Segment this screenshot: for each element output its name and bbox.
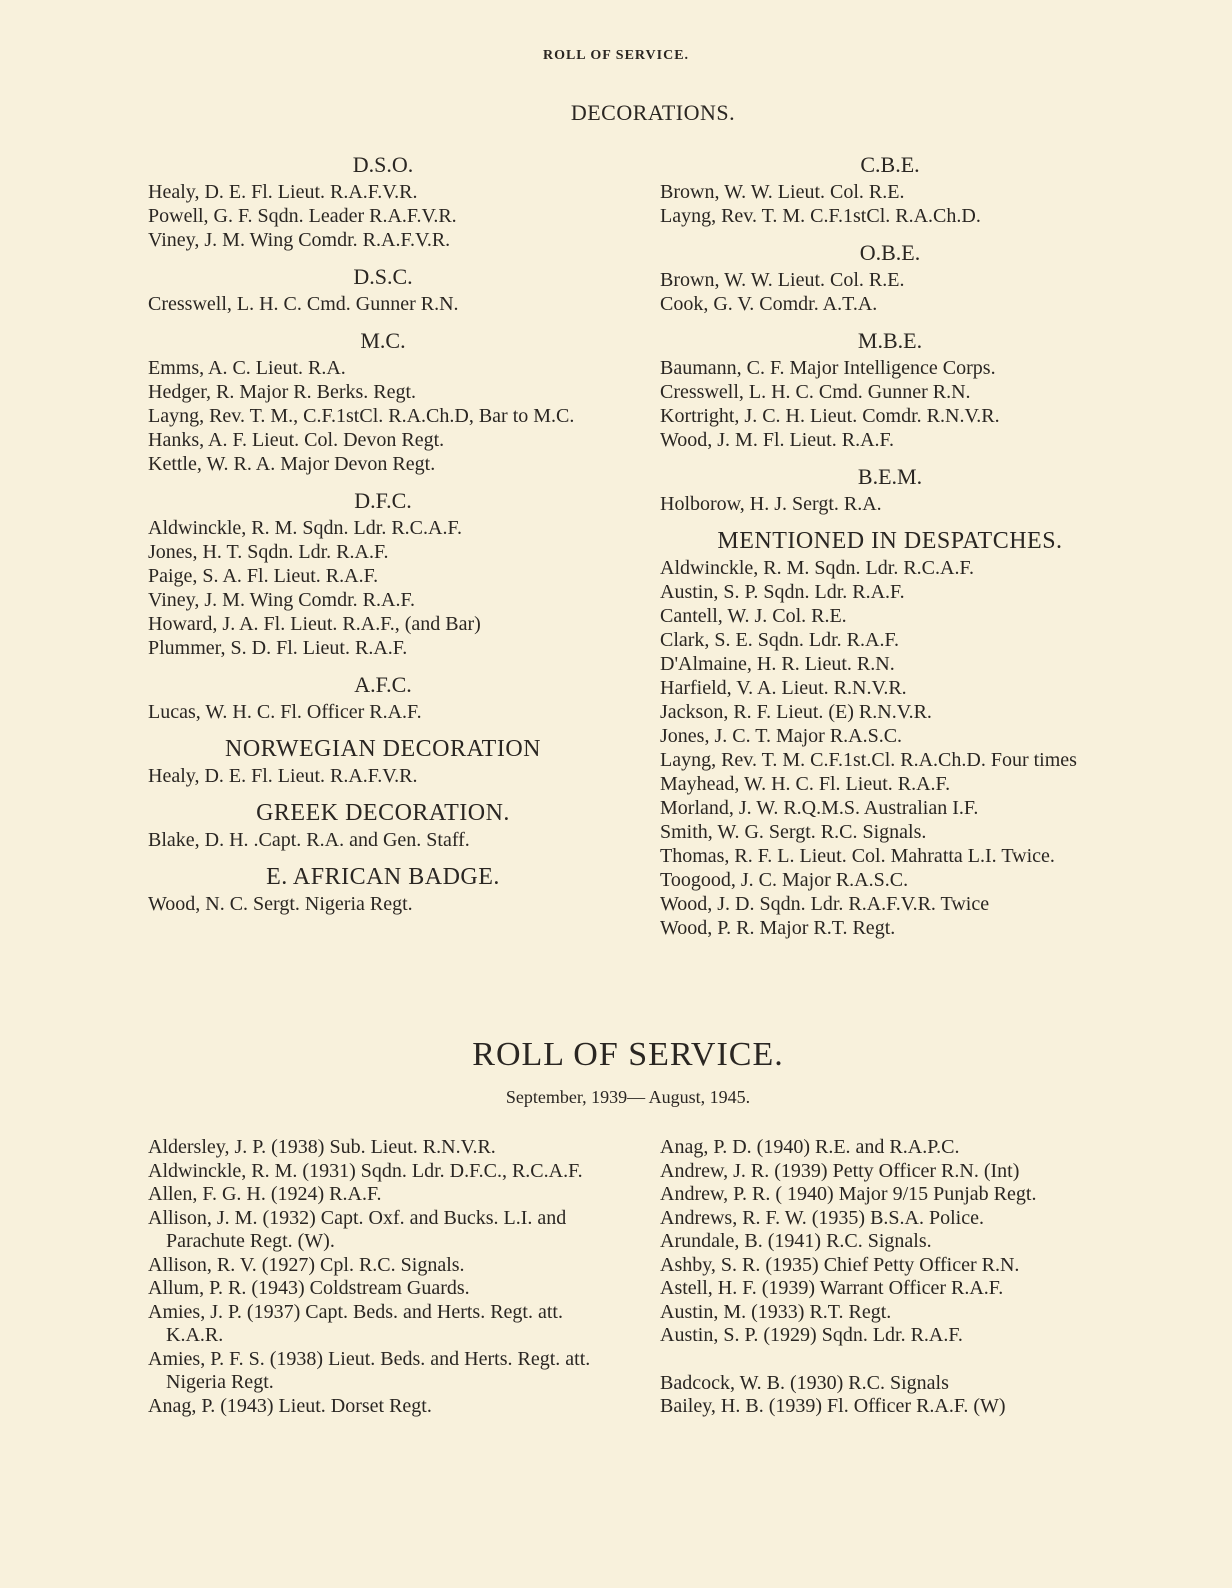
list-item: Austin, S. P. (1929) Sqdn. Ldr. R.A.F.: [660, 1324, 963, 1346]
section-heading: E. AFRICAN BADGE.: [266, 864, 500, 890]
list-item: Hedger, R. Major R. Berks. Regt.: [148, 381, 417, 403]
list-item: Aldwinckle, R. M. (1931) Sqdn. Ldr. D.F.C., R.C.A.F.: [148, 1159, 583, 1182]
section-entries: [660, 180, 1120, 228]
list-item: Jones, H. T. Sqdn. Ldr. R.A.F.: [148, 541, 389, 563]
list-item: Brown, W. W. Lieut. Col. R.E.: [660, 269, 905, 291]
list-item: Aldwinckle, R. M. Sqdn. Ldr. R.C.A.F.: [148, 517, 462, 539]
list-item: Holborow, H. J. Sergt. R.A.: [660, 493, 882, 515]
list-item: Amies, P. F. S. (1938) Lieut. Beds. and Herts. Regt. att. Nigeria Regt.: [148, 1347, 591, 1393]
section-heading: D.S.O.: [352, 152, 414, 177]
list-item: Wood, N. C. Sergt. Nigeria Regt.: [148, 893, 413, 915]
list-item: Allison, R. V. (1927) Cpl. R.C. Signals.: [148, 1253, 465, 1276]
list-item: Cantell, W. J. Col. R.E.: [660, 605, 847, 627]
list-item: Allen, F. G. H. (1924) R.A.F.: [148, 1183, 382, 1205]
list-item: Paige, S. A. Fl. Lieut. R.A.F.: [148, 565, 379, 587]
section-heading: GREEK DECORATION.: [256, 800, 510, 826]
list-item: Andrews, R. F. W. (1935) B.S.A. Police.: [660, 1206, 984, 1229]
list-item: Anag, P. D. (1940) R.E. and R.A.P.C.: [660, 1136, 960, 1158]
list-item: Jones, J. C. T. Major R.A.S.C.: [660, 725, 903, 747]
list-item: Kortright, J. C. H. Lieut. Comdr. R.N.V.R.: [660, 405, 1000, 427]
list-item: Emms, A. C. Lieut. R.A.: [148, 357, 346, 379]
section-heading: M.B.E.: [857, 328, 923, 353]
list-item: Mayhead, W. H. C. Fl. Lieut. R.A.F.: [660, 773, 951, 795]
list-item: Cook, G. V. Comdr. A.T.A.: [660, 293, 878, 315]
list-item: Bailey, H. B. (1939) Fl. Officer R.A.F. (W): [660, 1395, 1006, 1417]
list-item: Andrew, J. R. (1939) Petty Officer R.N. (Int): [660, 1159, 1020, 1182]
list-item: Wood, J. D. Sqdn. Ldr. R.A.F.V.R. Twice: [660, 893, 990, 915]
section-heading: B.E.M.: [857, 464, 923, 489]
running-head: ROLL OF SERVICE.: [542, 48, 690, 63]
list-item: Layng, Rev. T. M., C.F.1stCl. R.A.Ch.D, Bar to M.C.: [148, 405, 575, 427]
section-heading: D.F.C.: [354, 488, 412, 513]
list-item: Badcock, W. B. (1930) R.C. Signals: [660, 1371, 949, 1394]
list-item: Baumann, C. F. Major Intelligence Corps.: [660, 357, 996, 379]
section-heading: D.S.C.: [353, 264, 413, 289]
list-item: Healy, D. E. Fl. Lieut. R.A.F.V.R.: [148, 765, 418, 787]
list-item: Cresswell, L. H. C. Cmd. Gunner R.N.: [660, 381, 971, 403]
list-item: Howard, J. A. Fl. Lieut. R.A.F., (and Bar): [148, 613, 481, 635]
list-item: Thomas, R. F. L. Lieut. Col. Mahratta L.I. Twice.: [660, 845, 1055, 867]
list-item: Lucas, W. H. C. Fl. Officer R.A.F.: [148, 701, 422, 723]
section-heading: MENTIONED IN DESPATCHES.: [717, 528, 1063, 554]
roll-right-list-a: [660, 1136, 1120, 1348]
list-item: Clark, S. E. Sqdn. Ldr. R.A.F.: [660, 629, 899, 651]
decorations-title: DECORATIONS.: [570, 100, 736, 125]
list-item: Layng, Rev. T. M. C.F.1st.Cl. R.A.Ch.D. Four times: [660, 749, 1077, 771]
section-entries: [148, 764, 618, 788]
section-heading: A.F.C.: [354, 672, 412, 697]
roll-right-column: [660, 1136, 1120, 1419]
list-item: Healy, D. E. Fl. Lieut. R.A.F.V.R.: [148, 181, 418, 203]
section-entries: [660, 268, 1120, 316]
list-item: Powell, G. F. Sqdn. Leader R.A.F.V.R.: [148, 205, 457, 227]
list-item: Allison, J. M. (1932) Capt. Oxf. and Bucks. L.I. and Parachute Regt. (W).: [148, 1206, 567, 1252]
list-item: Blake, D. H. .Capt. R.A. and Gen. Staff.: [148, 829, 470, 851]
list-item: Jackson, R. F. Lieut. (E) R.N.V.R.: [660, 701, 932, 723]
list-item: Brown, W. W. Lieut. Col. R.E.: [660, 181, 905, 203]
list-item: Harfield, V. A. Lieut. R.N.V.R.: [660, 677, 907, 699]
roll-left-column: [148, 1136, 618, 1418]
list-item: Layng, Rev. T. M. C.F.1stCl. R.A.Ch.D.: [660, 205, 981, 227]
roll-of-service-subtitle: September, 1939— August, 1945.: [505, 1087, 751, 1107]
list-item: Viney, J. M. Wing Comdr. R.A.F.: [148, 589, 415, 611]
section-entries: [148, 356, 618, 476]
section-entries: [148, 292, 618, 316]
list-item: Plummer, S. D. Fl. Lieut. R.A.F.: [148, 637, 408, 659]
list-item: Morland, J. W. R.Q.M.S. Australian I.F.: [660, 797, 979, 819]
list-item: Amies, J. P. (1937) Capt. Beds. and Herts. Regt. att. K.A.R.: [148, 1300, 563, 1346]
list-item: Wood, J. M. Fl. Lieut. R.A.F.: [660, 429, 895, 451]
list-item: Astell, H. F. (1939) Warrant Officer R.A.F.: [660, 1277, 1004, 1299]
section-entries: [660, 492, 1120, 516]
section-entries: [148, 892, 618, 916]
section-entries: [148, 180, 618, 252]
list-item: Anag, P. (1943) Lieut. Dorset Regt.: [148, 1394, 432, 1417]
list-item: Cresswell, L. H. C. Cmd. Gunner R.N.: [148, 293, 459, 315]
list-item: Ashby, S. R. (1935) Chief Petty Officer R.N.: [660, 1253, 1020, 1276]
section-heading: NORWEGIAN DECORATION: [225, 736, 541, 762]
section-entries: [660, 556, 1120, 940]
list-item: Viney, J. M. Wing Comdr. R.A.F.V.R.: [148, 229, 451, 251]
list-item: Austin, S. P. Sqdn. Ldr. R.A.F.: [660, 581, 905, 603]
section-heading: C.B.E.: [860, 152, 920, 177]
section-heading: M.C.: [360, 328, 406, 353]
roll-right-list-b: [660, 1372, 1120, 1419]
list-item: Andrew, P. R. ( 1940) Major 9/15 Punjab Regt.: [660, 1183, 1037, 1205]
section-entries: [148, 700, 618, 724]
list-item: Austin, M. (1933) R.T. Regt.: [660, 1300, 892, 1323]
list-item: Hanks, A. F. Lieut. Col. Devon Regt.: [148, 429, 445, 451]
roll-of-service-title: ROLL OF SERVICE.: [472, 1036, 784, 1073]
list-item: Allum, P. R. (1943) Coldstream Guards.: [148, 1277, 470, 1299]
list-item: Aldersley, J. P. (1938) Sub. Lieut. R.N.V.R.: [148, 1136, 496, 1158]
decorations-left-column: [148, 150, 618, 926]
list-item: D'Almaine, H. R. Lieut. R.N.: [660, 653, 895, 675]
section-entries: [148, 828, 618, 852]
section-entries: [148, 516, 618, 660]
list-item: Kettle, W. R. A. Major Devon Regt.: [148, 453, 436, 475]
section-heading: O.B.E.: [859, 240, 921, 265]
list-item: Arundale, B. (1941) R.C. Signals.: [660, 1230, 932, 1252]
list-item: Toogood, J. C. Major R.A.S.C.: [660, 869, 909, 891]
list-item: Smith, W. G. Sergt. R.C. Signals.: [660, 821, 927, 843]
section-entries: [660, 356, 1120, 452]
list-item: Aldwinckle, R. M. Sqdn. Ldr. R.C.A.F.: [660, 557, 974, 579]
list-item: Wood, P. R. Major R.T. Regt.: [660, 917, 896, 939]
decorations-right-column: [660, 150, 1120, 950]
